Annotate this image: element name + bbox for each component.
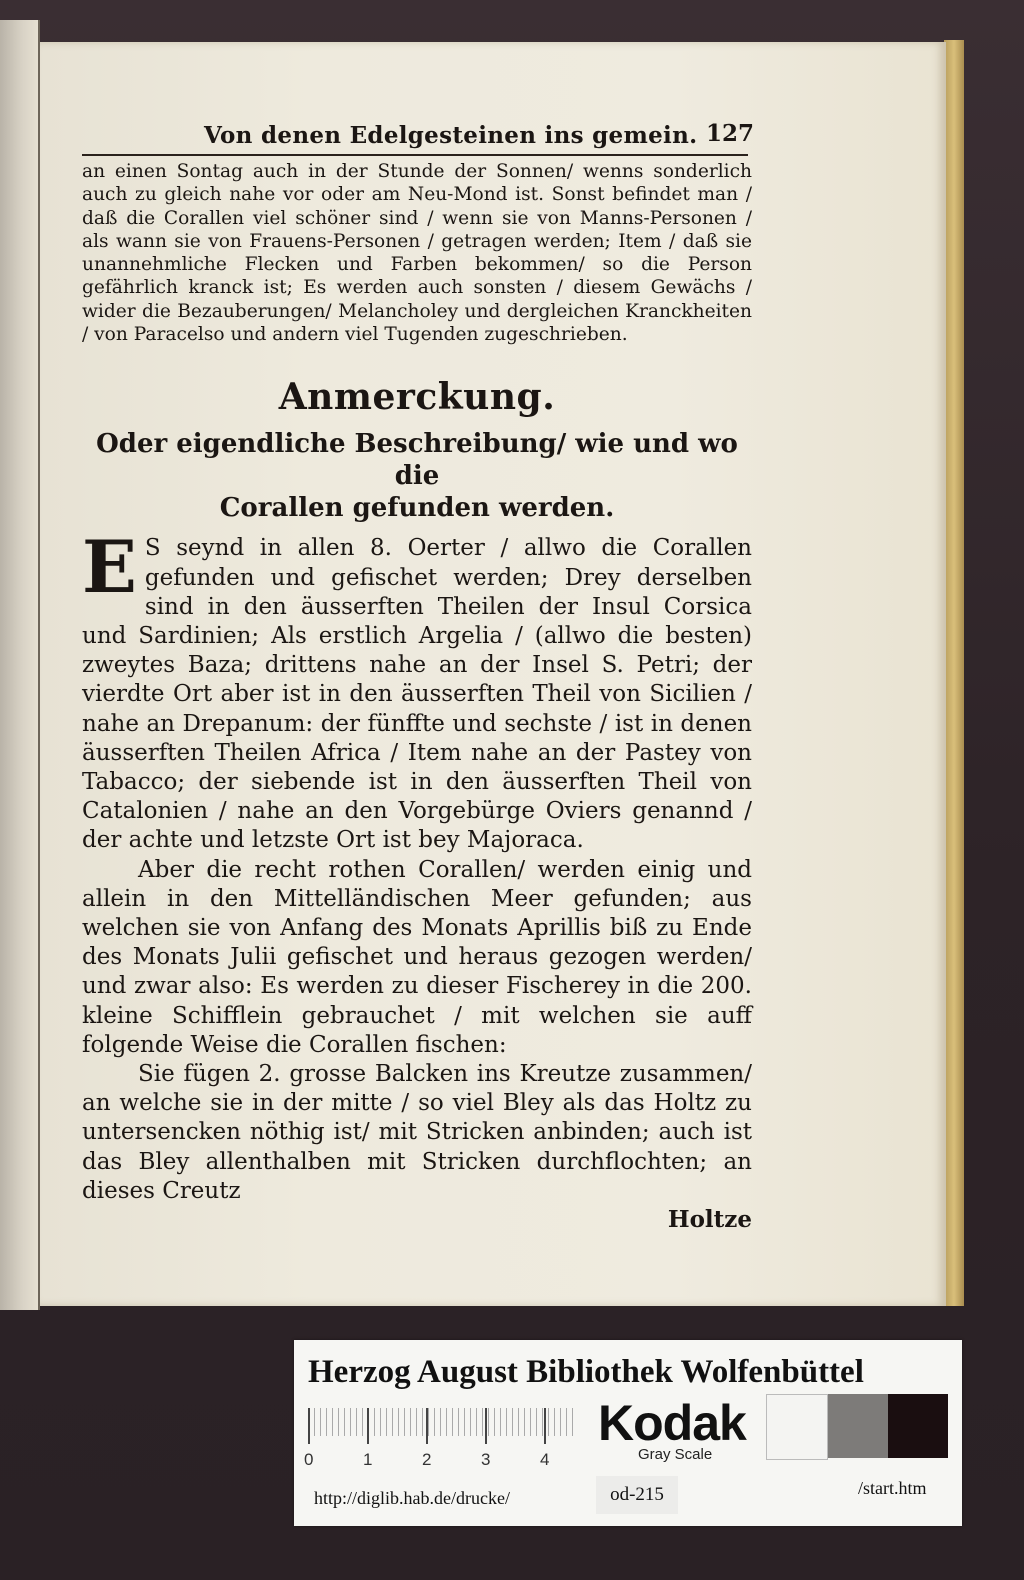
gray-swatch-mid (828, 1394, 888, 1458)
section-subtitle (82, 428, 752, 524)
ruler-label: 2 (422, 1450, 432, 1469)
library-name: Herzog August Bibliothek Wolfenbüttel (308, 1354, 864, 1390)
gray-swatch-black (888, 1394, 948, 1458)
ruler-ticks (308, 1408, 578, 1436)
shelfmark-code: od-215 (596, 1476, 678, 1514)
page-number: 127 (706, 120, 755, 147)
header-rule (82, 154, 748, 156)
subtitle-line-2: Corallen gefunden werden. (219, 493, 615, 524)
ruler-label: 1 (363, 1450, 373, 1469)
paragraph-2: Aber die recht rothen Corallen/ werden einig und allein in den Mittelländischen Meer gefunden; aus welchen sie von Anfang des Monats Aprillis biß zu Ende des Monats Julii gefischet und heraus gezogen werden/ und zwar also: Es werden zu dieser Fischerey in die 200. kleine Schifflein gebrauchet / mit welchen sie auff folgende Weise die Corallen fischen: (82, 856, 752, 1058)
start-path: /start.htm (858, 1478, 927, 1498)
ruler-label: 4 (540, 1450, 550, 1469)
gray-swatch-white (766, 1394, 828, 1460)
catchword: Holtze (667, 1206, 752, 1234)
running-head (82, 118, 755, 156)
gray-scale-label: Gray Scale (638, 1446, 713, 1463)
ruler-major-tick (308, 1408, 310, 1444)
page-fore-edge (944, 40, 964, 1306)
kodak-logo: Kodak (598, 1395, 746, 1451)
drop-cap: E (82, 524, 137, 610)
ruler-major-tick (485, 1408, 487, 1444)
scale-ruler (308, 1408, 578, 1448)
running-title: Von denen Edelgesteinen ins gemein. (204, 122, 698, 149)
paragraph-1 (82, 524, 752, 855)
top-paragraph: an einen Sontag auch in der Stunde der Sonnen/ wenns sonderlich auch zu gleich nahe vor oder am Neu-Mond ist. Sonst befindet man / daß die Corallen viel schöner sind / wenn sie von Manns-Personen / als wann sie von Frauens-Personen / getragen werden; Item / daß sie unannehmliche Flecken und Farben bekommen/ so die Person gefährlich kranck ist; Es werden auch sonsten / diesem Gewächs / wider die Bezauberungen/ Melancholey und dergleichen Kranckheiten / von Paracelso und andern viel Tugenden zugeschrieben. (82, 161, 752, 346)
ruler-major-tick (544, 1408, 546, 1444)
page-text (82, 118, 755, 1234)
ruler-label: 0 (304, 1450, 314, 1469)
paragraph-3: Sie fügen 2. grosse Balcken ins Kreutze zusammen/ an welche sie in der mitte / so viel Bley als das Holtz zu untersencken nöthig ist/ mit Stricken anbinden; auch ist das Bley allenthalben mit Stricken durchflochten; an dieses Creutz (82, 1061, 752, 1204)
ruler-major-tick (367, 1408, 369, 1444)
source-url: http://diglib.hab.de/drucke/ (314, 1488, 510, 1508)
section-title: Anmerckung. (278, 376, 556, 419)
paragraph-1-text: S seynd in allen 8. Oerter / allwo die Corallen gefunden und gefischet werden; Drey derselben sind in den äusserften Theilen der Insul Corsica und Sardinien; Als erstlich Argelia / (allwo die besten) zweytes Baza; drittens nahe an der Insel S. Petri; der vierdte Ort aber ist in den äusserften Theil von Sicilien / nahe an Drepanum: der fünffte und sechste / ist in denen äusserften Theilen Africa / Item nahe an der Pastey von Tabacco; der siebende ist in den äusserften Theil von Catalonien / nahe an den Vorgebürge Oviers genannd / der achte und letzste Ort ist bey Majoraca. (82, 535, 752, 854)
ruler-major-tick (426, 1408, 428, 1444)
subtitle-line-1: Oder eigendliche Beschreibung/ wie und wo die (96, 429, 738, 492)
ruler-label: 3 (481, 1450, 491, 1469)
library-reference-card (294, 1340, 962, 1526)
facing-page-edge (0, 20, 40, 1310)
